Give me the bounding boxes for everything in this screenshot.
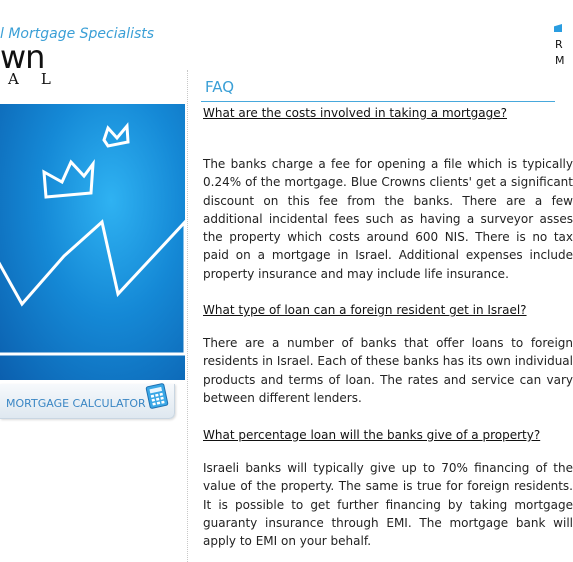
site-tagline: l Mortgage Specialists <box>0 26 155 42</box>
header-link-1[interactable]: R <box>555 38 563 51</box>
header-link-2[interactable]: M <box>555 54 565 67</box>
faq-question-3[interactable]: What percentage loan will the banks give of a property? <box>203 428 541 442</box>
logo-wordmark[interactable]: wn <box>0 38 45 76</box>
calculator-icon <box>143 382 171 410</box>
mortgage-calculator-label: MORTGAGE CALCULATOR <box>6 397 146 410</box>
header-flag-icon[interactable] <box>554 24 562 32</box>
logo-subtitle: AL <box>8 70 73 88</box>
faq-answer-1: The banks charge a fee for opening a file which is typically 0.24% of the mortgage. Blue Crowns clients' get a significant discount on this fee from the banks. There are a few additional incidental fees such as having a surveyor asses the property which costs around 600 NIS. There is no tax paid on a mortgage in Israel. Additional expenses include property insurance and may include life insurance. <box>203 157 573 281</box>
column-divider <box>187 70 188 562</box>
mortgage-calculator-button[interactable] <box>0 384 175 419</box>
faq-answer-3: Israeli banks will typically give up to 70% financing of the value of the property. The same is true for foreign residents. It is possible to get further financing by taking mortgage guaranty insurance through EMI. The mortgage bank will apply to EMI on your behalf. <box>203 461 573 549</box>
hero-banner <box>0 104 185 380</box>
faq-question-2[interactable]: What type of loan can a foreign resident get in Israel? <box>203 303 527 317</box>
page-title: FAQ <box>205 78 235 96</box>
title-underline <box>201 101 555 102</box>
crown-icon <box>0 104 185 380</box>
faq-content[interactable] <box>203 104 573 562</box>
faq-question-1[interactable]: What are the costs involved in taking a mortgage? <box>203 106 507 120</box>
faq-answer-2: There are a number of banks that offer loans to foreign residents in Israel. Each of these banks has its own individual products and terms of loan. The rates and service can vary between different lenders. <box>203 336 573 405</box>
